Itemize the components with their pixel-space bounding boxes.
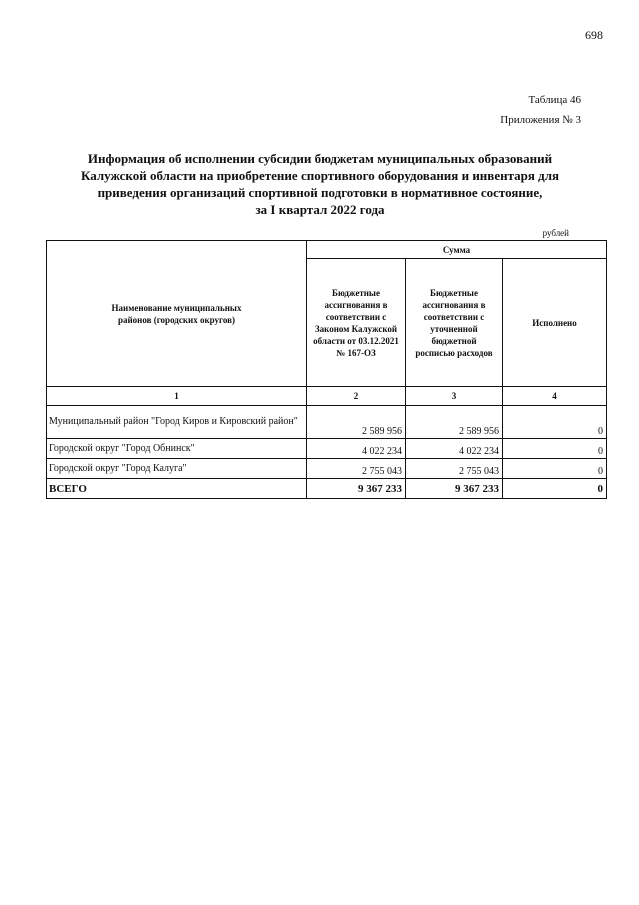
header-name-column: Наименование муниципальных районов (городских округов) <box>47 241 307 387</box>
column-number: 4 <box>503 387 607 406</box>
subsidy-table <box>46 240 607 499</box>
table-row <box>47 439 607 459</box>
column-number: 2 <box>307 387 406 406</box>
header-sum: Сумма <box>307 241 607 259</box>
row-executed: 0 <box>503 406 607 439</box>
row-budget-refined: 2 755 043 <box>406 459 503 479</box>
row-name: Муниципальный район "Город Киров и Кировский район" <box>47 406 307 439</box>
column-number: 3 <box>406 387 503 406</box>
title-line-1: Информация об исполнении субсидии бюджетам муниципальных образований <box>87 151 553 166</box>
page-number: 698 <box>585 28 603 42</box>
title-line-4: за I квартал 2022 года <box>255 202 385 217</box>
header-budget-refined: Бюджетные ассигнования в соответствии с уточненной бюджетной росписью расходов <box>406 259 503 387</box>
table-row <box>47 406 607 439</box>
row-budget-law: 2 589 956 <box>307 406 406 439</box>
units-label: рублей <box>542 228 569 238</box>
row-name: Городской округ "Город Обнинск" <box>47 439 307 459</box>
table-reference: Таблица 46 <box>528 94 581 106</box>
document-title <box>50 150 590 218</box>
row-budget-refined: 4 022 234 <box>406 439 503 459</box>
title-line-2: Калужской области на приобретение спортивного оборудования и инвентаря для <box>80 168 560 183</box>
row-budget-law: 2 755 043 <box>307 459 406 479</box>
header-budget-law: Бюджетные ассигнования в соответствии с Законом Калужской области от 03.12.2021 № 167-ОЗ <box>307 259 406 387</box>
annex-reference: Приложения № 3 <box>500 114 581 126</box>
row-executed: 0 <box>503 459 607 479</box>
total-executed: 0 <box>503 479 607 499</box>
total-budget-law: 9 367 233 <box>307 479 406 499</box>
column-number-row <box>47 387 607 406</box>
total-row <box>47 479 607 499</box>
row-budget-law: 4 022 234 <box>307 439 406 459</box>
table-row <box>47 459 607 479</box>
column-number: 1 <box>47 387 307 406</box>
table-header-row <box>47 241 607 259</box>
header-executed: Исполнено <box>503 259 607 387</box>
total-budget-refined: 9 367 233 <box>406 479 503 499</box>
row-budget-refined: 2 589 956 <box>406 406 503 439</box>
row-executed: 0 <box>503 439 607 459</box>
title-line-3: приведения организаций спортивной подготовки в нормативное состояние, <box>97 185 543 200</box>
total-label: ВСЕГО <box>47 479 307 499</box>
row-name: Городской округ "Город Калуга" <box>47 459 307 479</box>
